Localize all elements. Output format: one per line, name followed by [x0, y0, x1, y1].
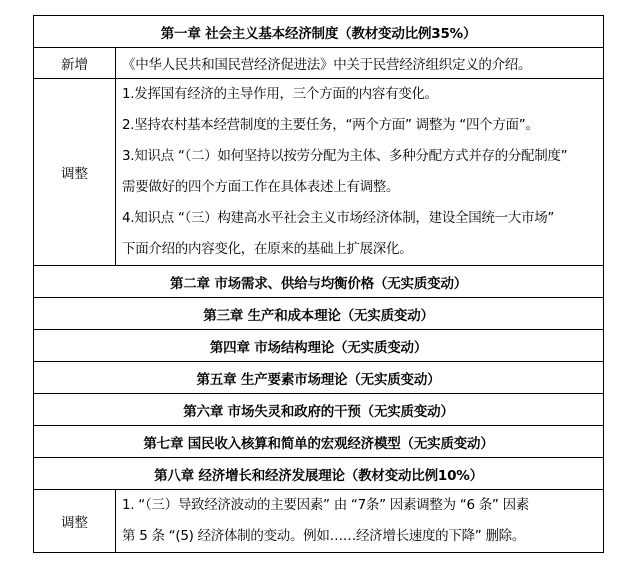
chapter-8-heading: 第八章 经济增长和经济发展理论（教材变动比例10%）: [34, 458, 604, 490]
chapter-8-adjust-row: [34, 490, 604, 553]
chapter-6-heading-row: [34, 394, 604, 426]
adjust-line: 1.发挥国有经济的主导作用，三个方面的内容有变化。: [122, 86, 438, 102]
chapter-4-heading: 第四章 市场结构理论（无实质变动）: [34, 330, 604, 362]
chapter-7-heading-row: [34, 426, 604, 458]
textbook-changes-table: [33, 15, 604, 553]
chapter-7-heading: 第七章 国民收入核算和简单的宏观经济模型（无实质变动）: [34, 426, 604, 458]
chapter-2-heading-row: [34, 266, 604, 298]
chapter-5-heading: 第五章 生产要素市场理论（无实质变动）: [34, 362, 604, 394]
adjust-line: 4.知识点 “（三）构建高水平社会主义市场经济体制，建设全国统一大市场”: [122, 210, 555, 226]
chapter-1-new-row: [34, 48, 604, 79]
chapter-4-heading-row: [34, 330, 604, 362]
adjust-line: 下面介绍的内容变化，在原来的基础上扩展深化。: [122, 241, 413, 257]
row-label-adjust: 调整: [34, 490, 116, 553]
chapter-1-heading: 第一章 社会主义基本经济制度（教材变动比例35%）: [34, 16, 604, 48]
chapter-3-heading-row: [34, 298, 604, 330]
row-label-new: 新增: [34, 48, 116, 79]
chapter-8-heading-row: [34, 458, 604, 490]
adjust-line: 第 5 条 “(5) 经济体制的变动。例如……经济增长速度的下降” 删除。: [122, 528, 526, 544]
adjust-line: 3.知识点 “（二）如何坚持以按劳分配为主体、多种分配方式并存的分配制度”: [122, 148, 568, 164]
adjust-line: 1. “（三）导致经济波动的主要因素” 由 “7条” 因素调整为 “6 条” 因素: [122, 497, 530, 513]
adjust-line: 2.坚持农村基本经营制度的主要任务，“两个方面” 调整为 “四个方面”。: [122, 117, 539, 133]
chapter-1-heading-row: [34, 16, 604, 48]
chapter-1-adjust-content: [116, 79, 604, 266]
chapter-8-adjust-content: [116, 490, 604, 553]
chapter-3-heading: 第三章 生产和成本理论（无实质变动）: [34, 298, 604, 330]
chapter-1-adjust-row: [34, 79, 604, 266]
chapter-6-heading: 第六章 市场失灵和政府的干预（无实质变动）: [34, 394, 604, 426]
row-label-adjust: 调整: [34, 79, 116, 266]
chapter-2-heading: 第二章 市场需求、供给与均衡价格（无实质变动）: [34, 266, 604, 298]
chapter-5-heading-row: [34, 362, 604, 394]
chapter-1-new-text: 《中华人民共和国民营经济促进法》中关于民营经济组织定义的介绍。: [116, 48, 604, 79]
adjust-line: 需要做好的四个方面工作在具体表述上有调整。: [122, 179, 400, 195]
